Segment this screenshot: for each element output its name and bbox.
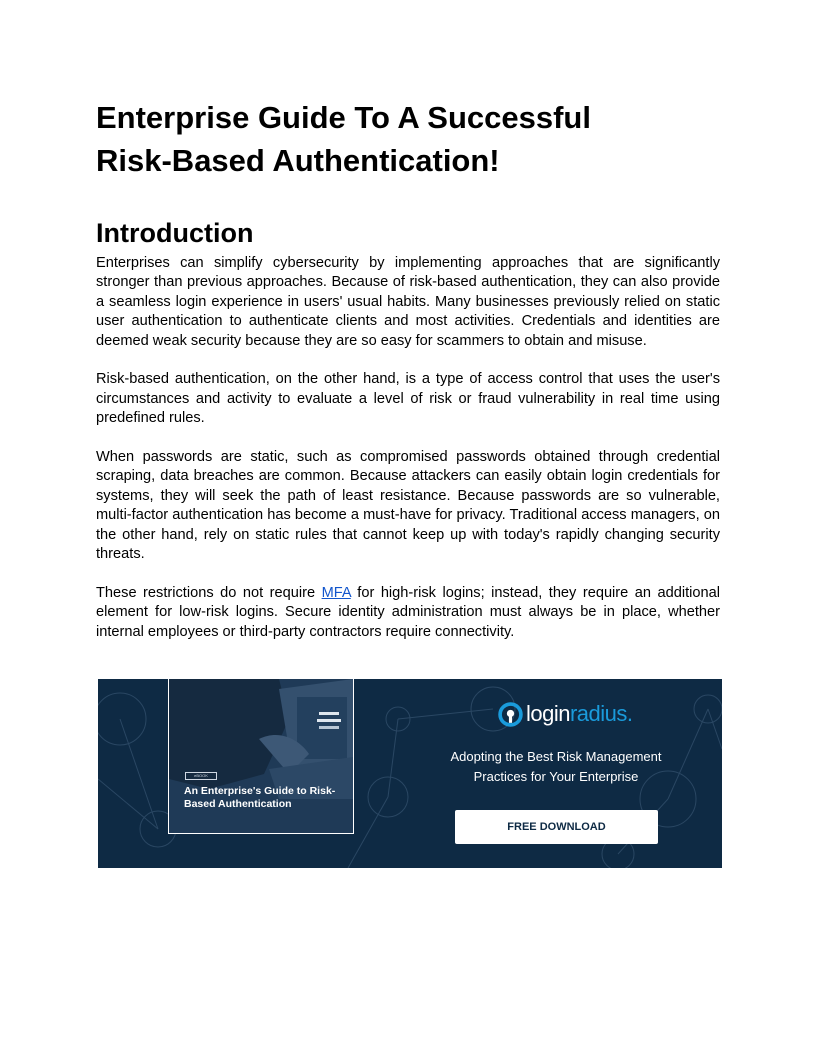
paragraph-3: When passwords are static, such as compromised passwords obtained through credential scraping, data breaches are common. Because attackers can easily obtain login credentials for systems, they will seek the path of least resistance. Because passwords are so vulnerable, multi-factor authentication has become a must-have for privacy. Traditional access managers, on the other hand, rely on static rules that cannot keep up with today's rapidly changing security threats. (96, 449, 720, 563)
ebook-title: An Enterprise's Guide to Risk-Based Authentication (184, 785, 336, 810)
free-download-button[interactable]: FREE DOWNLOAD (455, 810, 658, 844)
article (96, 96, 720, 642)
promo-banner[interactable] (98, 679, 722, 868)
paragraph-2: Risk-based authentication, on the other hand, is a type of access control that uses the user's circumstances and activity to evaluate a level of risk or fraud vulnerability in real time using predefined rules. (96, 371, 720, 427)
banner-tagline (428, 747, 684, 787)
tagline-line-1: Adopting the Best Risk Management (450, 749, 662, 764)
mfa-link[interactable]: MFA (321, 584, 351, 601)
page-title (96, 96, 720, 182)
logo-word-login: login (526, 701, 570, 726)
paragraph-4-text-before: These restrictions do not require (96, 584, 322, 601)
title-line-2: Risk-Based Authentication! (96, 143, 500, 178)
title-line-1: Enterprise Guide To A Successful (96, 100, 591, 135)
ebook-cover[interactable] (168, 679, 354, 834)
section-heading: Introduction (96, 218, 254, 248)
ebook-tag: eBOOK (185, 772, 217, 780)
logo-dot: . (626, 701, 634, 726)
paragraph-4 (96, 584, 720, 642)
loginradius-logo-icon (498, 702, 523, 727)
paragraph-4-text-after: for high-risk logins; instead, they require an additional element for low-risk logins. Secure identity administration must always be in place, whether internal employees or third-party contractors require connectivity. (96, 584, 720, 640)
loginradius-logo (498, 701, 633, 727)
paragraph-1: Enterprises can simplify cybersecurity by implementing approaches that are significantly stronger than previous approaches. Because of risk-based authentication, they can also provide a seamless login experience in users' usual habits. Many businesses previously relied on static user authentication to authenticate clients and most activities. Credentials and identities are deemed weak security because they are so easy for scammers to obtain and misuse. (96, 255, 720, 349)
tagline-line-2: Practices for Your Enterprise (473, 769, 639, 784)
logo-word-radius: radius (569, 701, 627, 726)
